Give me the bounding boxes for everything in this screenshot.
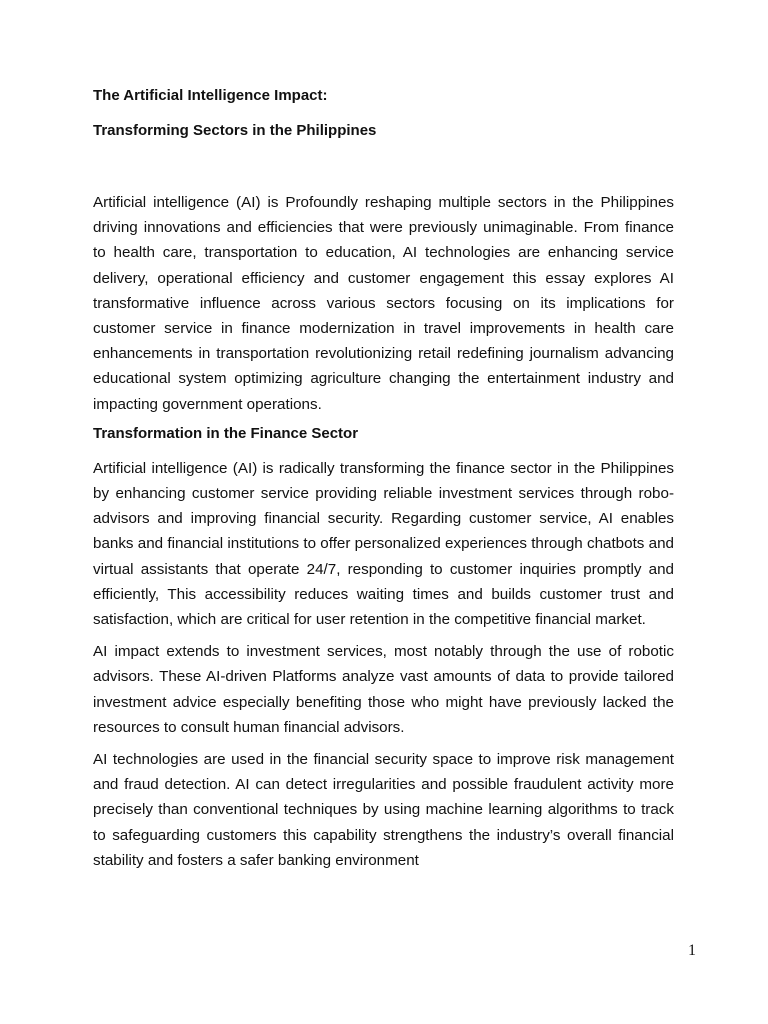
finance-paragraph-1: Artificial intelligence (AI) is radically transforming the finance sector in the Philippines by enhancing customer service providing reliable investment services through robo-advisors and improving financial security. Regarding customer service, AI enables banks and financial institutions to offer personalized experiences through chatbots and virtual assistants that operate 24/7, responding to customer inquiries promptly and efficiently, This accessibility reduces waiting times and builds customer trust and satisfaction, which are critical for user retention in the competitive financial market.	[93, 459, 674, 629]
document-title-line-1: The Artificial Intelligence Impact:	[93, 87, 328, 104]
intro-paragraph: Artificial intelligence (AI) is Profoundly reshaping multiple sectors in the Philippines driving innovations and efficiencies that were previously unimaginable. From finance to health care, transportation to education, AI technologies are enhancing service delivery, operational efficiency and customer engagement this essay explores AI transformative influence across various sectors focusing on its implications for customer service in finance modernization in travel improvements in health care enhancements in transportation revolutionizing retail redefining journalism advancing educational system optimizing agriculture changing the entertainment industry and impacting government operations.	[93, 194, 674, 413]
document-body	[93, 86, 674, 880]
document-title-line-2: Transforming Sectors in the Philippines	[93, 122, 377, 139]
page-number: 1	[688, 942, 696, 959]
finance-paragraph-3: AI technologies are used in the financial security space to improve risk management and fraud detection. AI can detect irregularities and possible fraudulent activity more precisely than conventional techniques by using machine learning algorithms to track to safeguarding customers this capability strengthens the industry’s overall financial stability and fosters a safer banking environment	[93, 751, 674, 869]
finance-paragraph-2: AI impact extends to investment services, most notably through the use of robotic advisors. These AI-driven Platforms analyze vast amounts of data to provide tailored investment advice especially benefiting those who might have previously lacked the resources to consult human financial advisors.	[93, 643, 674, 736]
section-heading-finance: Transformation in the Finance Sector	[93, 424, 359, 442]
